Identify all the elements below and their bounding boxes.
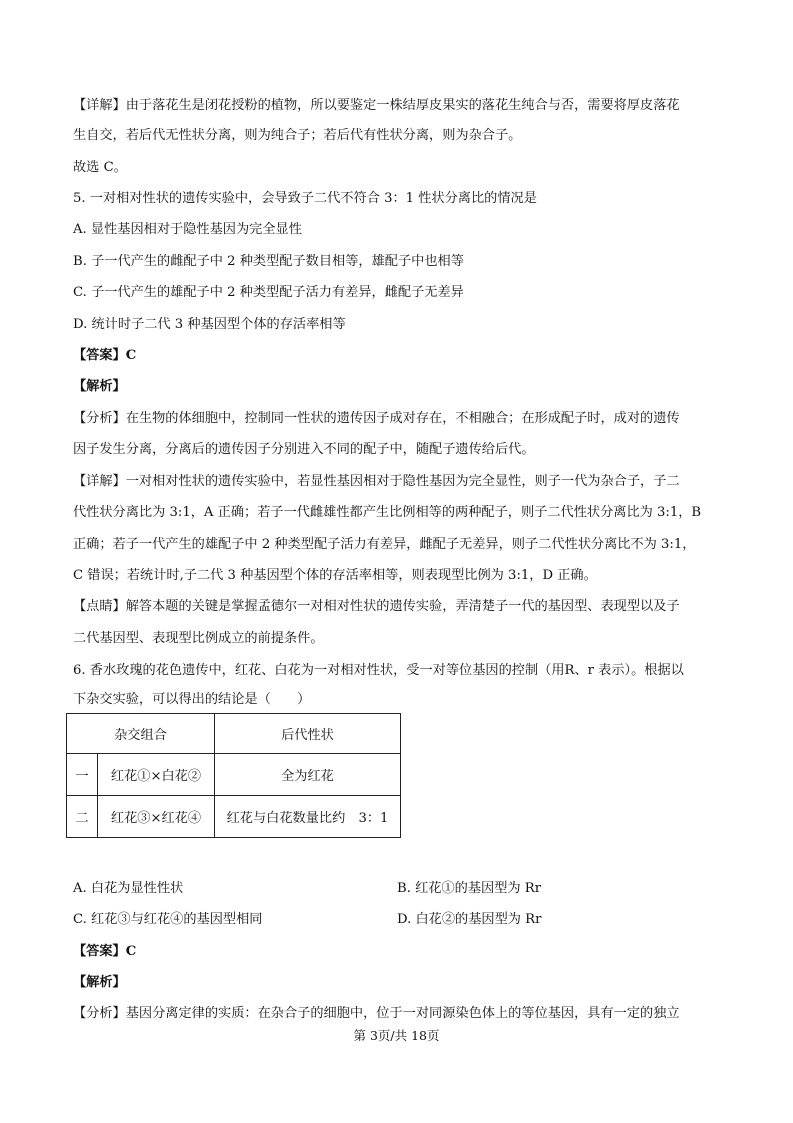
table-header-cross: 杂交组合 <box>67 714 215 754</box>
detail-line-3: 正确；若子一代产生的雄配子中 2 种类型配子活力有差异，雌配子无差异，则子二代性状分离比不为 3:1， <box>73 537 696 552</box>
question-6-analysis-line: 【分析】基因分离定律的实质：在杂合子的细胞中，位于一对同源染色体上的等位基因，具有一定的独立 <box>73 1006 680 1021</box>
answer-choice-line: 故选 C。 <box>73 160 127 175</box>
question-6-analysis-heading: 【解析】 <box>73 975 126 990</box>
question-6-option-d: D. 白花②的基因型为 Rr <box>397 912 542 927</box>
detail-line-4: C 错误；若统计时,子二代 3 种基因型个体的存活率相等，则表现型比例为 3:1，D 正确。 <box>73 568 597 583</box>
question-5-analysis-heading: 【解析】 <box>73 379 126 394</box>
question-5-option-b: B. 子一代产生的雌配子中 2 种类型配子数目相等，雄配子中也相等 <box>73 254 464 269</box>
table-row-id: 二 <box>67 796 98 838</box>
table-row-id: 一 <box>67 754 98 796</box>
question-6-stem-line-1: 6. 香水玫瑰的花色遗传中，红花、白花为一对相对性状，受一对等位基因的控制（用R、r 表示）。根据以 <box>73 663 684 678</box>
table-row <box>67 796 401 838</box>
question-6-option-a: A. 白花为显性性状 <box>73 881 184 896</box>
analysis-line-2: 因子发生分离，分离后的遗传因子分别进入不同的配子中，随配子遗传给后代。 <box>73 442 535 457</box>
question-5-option-c: C. 子一代产生的雄配子中 2 种类型配子活力有差异，雌配子无差异 <box>73 285 464 300</box>
table-row-offspring: 红花与白花数量比约 3：1 <box>215 796 401 838</box>
explanation-line-1: 【详解】由于落花生是闭花授粉的植物，所以要鉴定一株结厚皮果实的落花生纯合与否，需要将厚皮落花 <box>73 98 680 113</box>
table-row-cross: 红花③×红花④ <box>98 796 215 838</box>
question-5-option-a: A. 显性基因相对于隐性基因为完全显性 <box>73 222 302 237</box>
table-row-cross: 红花①×白花② <box>98 754 215 796</box>
table-header-row <box>67 714 401 754</box>
question-5-option-d: D. 统计时子二代 3 种基因型个体的存活率相等 <box>73 317 346 332</box>
key-point-line-1: 【点睛】解答本题的关键是掌握孟德尔一对相对性状的遗传实验，弄清楚子一代的基因型、表现型以及子 <box>73 599 680 614</box>
detail-line-2: 代性状分离比为 3:1，A 正确；若子一代雌雄性都产生比例相等的两种配子，则子二代性状分离比为 3:1，B <box>73 505 702 520</box>
question-5-stem: 5. 一对相对性状的遗传实验中，会导致子二代不符合 3：1 性状分离比的情况是 <box>73 191 537 206</box>
cross-experiment-table <box>66 713 401 838</box>
explanation-line-2: 生自交，若后代无性状分离，则为纯合子；若后代有性状分离，则为杂合子。 <box>73 128 522 143</box>
page-footer: 第 3页/共 18页 <box>353 1028 440 1043</box>
table-row <box>67 754 401 796</box>
question-6-stem-line-2: 下杂交实验，可以得出的结论是（ ） <box>73 692 311 707</box>
question-6-answer: 【答案】C <box>73 944 137 959</box>
question-5-answer: 【答案】C <box>73 348 137 363</box>
question-6-option-c: C. 红花③与红花④的基因型相同 <box>73 912 263 927</box>
table-header-offspring: 后代性状 <box>215 714 401 754</box>
analysis-line-1: 【分析】在生物的体细胞中，控制同一性状的遗传因子成对存在，不相融合；在形成配子时，成对的遗传 <box>73 411 680 426</box>
key-point-line-2: 二代基因型、表现型比例成立的前提条件。 <box>73 631 324 646</box>
question-6-option-b: B. 红花①的基因型为 Rr <box>397 881 541 896</box>
table-row-offspring: 全为红花 <box>215 754 401 796</box>
detail-line-1: 【详解】一对相对性状的遗传实验中，若显性基因相对于隐性基因为完全显性，则子一代为杂合子，子二 <box>73 474 680 489</box>
